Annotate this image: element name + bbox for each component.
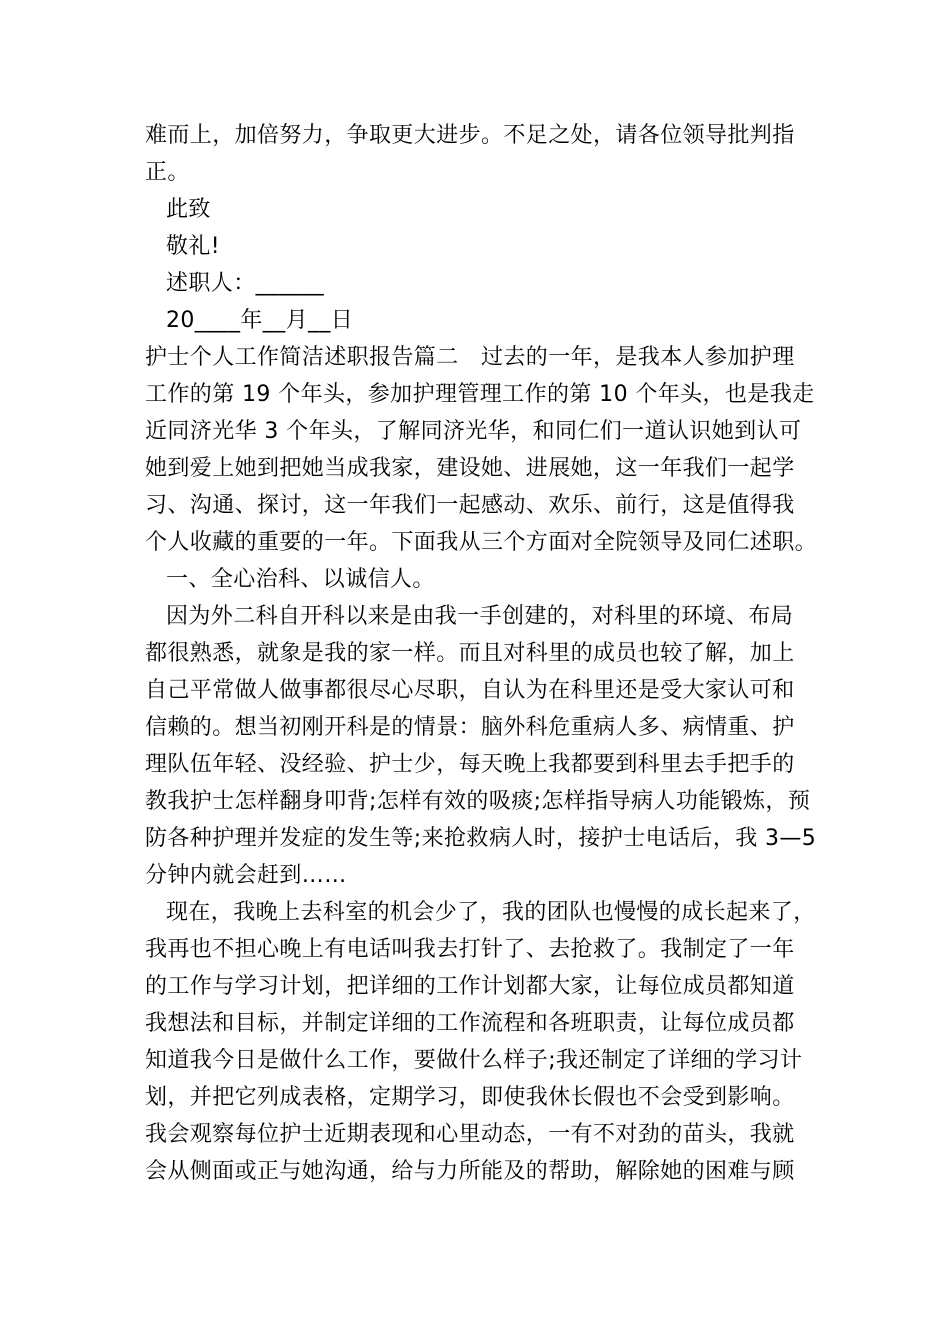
text-line: 习、沟通、探讨，这一年我们一起感动、欢乐、前行，这是值得我 (145, 493, 795, 518)
text-line: 个人收藏的重要的一年。下面我从三个方面对全院领导及同仁述职。 (145, 530, 818, 555)
text-line: 工作的第 19 个年头，参加护理管理工作的第 10 个年头，也是我走 (145, 382, 815, 407)
text-line: 现在，我晚上去科室的机会少了，我的团队也慢慢的成长起来了， (166, 900, 816, 925)
text-line: 防各种护理并发症的发生等;来抢救病人时，接护士电话后，我 3—5 (145, 826, 817, 851)
text-line: 的工作与学习计划，把详细的工作计划都大家，让每位成员都知道 (145, 974, 795, 999)
salutation-line: 此致 (166, 197, 211, 222)
salutation-line: 敬礼! (166, 234, 221, 259)
subheading-line: 一、全心治科、以诚信人。 (166, 567, 435, 592)
text-line: 她到爱上她到把她当成我家，建设她、进展她，这一年我们一起学 (145, 456, 795, 481)
text-line: 我再也不担心晚上有电话叫我去打针了、去抢救了。我制定了一年 (145, 937, 795, 962)
text-line: 教我护士怎样翻身叩背;怎样有效的吸痰;怎样指导病人功能锻炼，预 (145, 789, 811, 814)
text-line: 因为外二科自开科以来是由我一手创建的，对科里的环境、布局 (166, 604, 794, 629)
text-line: 我想法和目标，并制定详细的工作流程和各班职责，让每位成员都 (145, 1011, 795, 1036)
text-line: 会从侧面或正与她沟通，给与力所能及的帮助，解除她的困难与顾 (145, 1159, 795, 1184)
text-line: 分钟内就会赶到…… (145, 863, 347, 888)
text-line: 难而上，加倍努力，争取更大进步。不足之处，请各位领导批判指 (145, 123, 795, 148)
signature-line: 述职人：______ (166, 271, 325, 296)
text-line: 都很熟悉，就象是我的家一样。而且对科里的成员也较了解，加上 (145, 641, 795, 666)
text-line: 信赖的。想当初刚开科是的情景：脑外科危重病人多、病情重、护 (145, 715, 795, 740)
text-line: 自己平常做人做事都很尽心尽职，自认为在科里还是受大家认可和 (145, 678, 795, 703)
text-line: 理队伍年轻、没经验、护士少，每天晚上我都要到科里去手把手的 (145, 752, 795, 777)
text-line: 知道我今日是做什么工作，要做什么样子;我还制定了详细的学习计 (145, 1048, 803, 1073)
text-line: 正。 (145, 160, 190, 185)
date-line: 20____年__月__日 (166, 308, 354, 333)
text-line: 我会观察每位护士近期表现和心里动态，一有不对劲的苗头，我就 (145, 1122, 795, 1147)
section-heading-line: 护士个人工作简洁述职报告篇二 过去的一年，是我本人参加护理 (145, 345, 795, 370)
text-line: 近同济光华 3 个年头，了解同济光华，和同仁们一道认识她到认可 (145, 419, 802, 444)
text-line: 划，并把它列成表格，定期学习，即使我休长假也不会受到影响。 (145, 1085, 795, 1110)
